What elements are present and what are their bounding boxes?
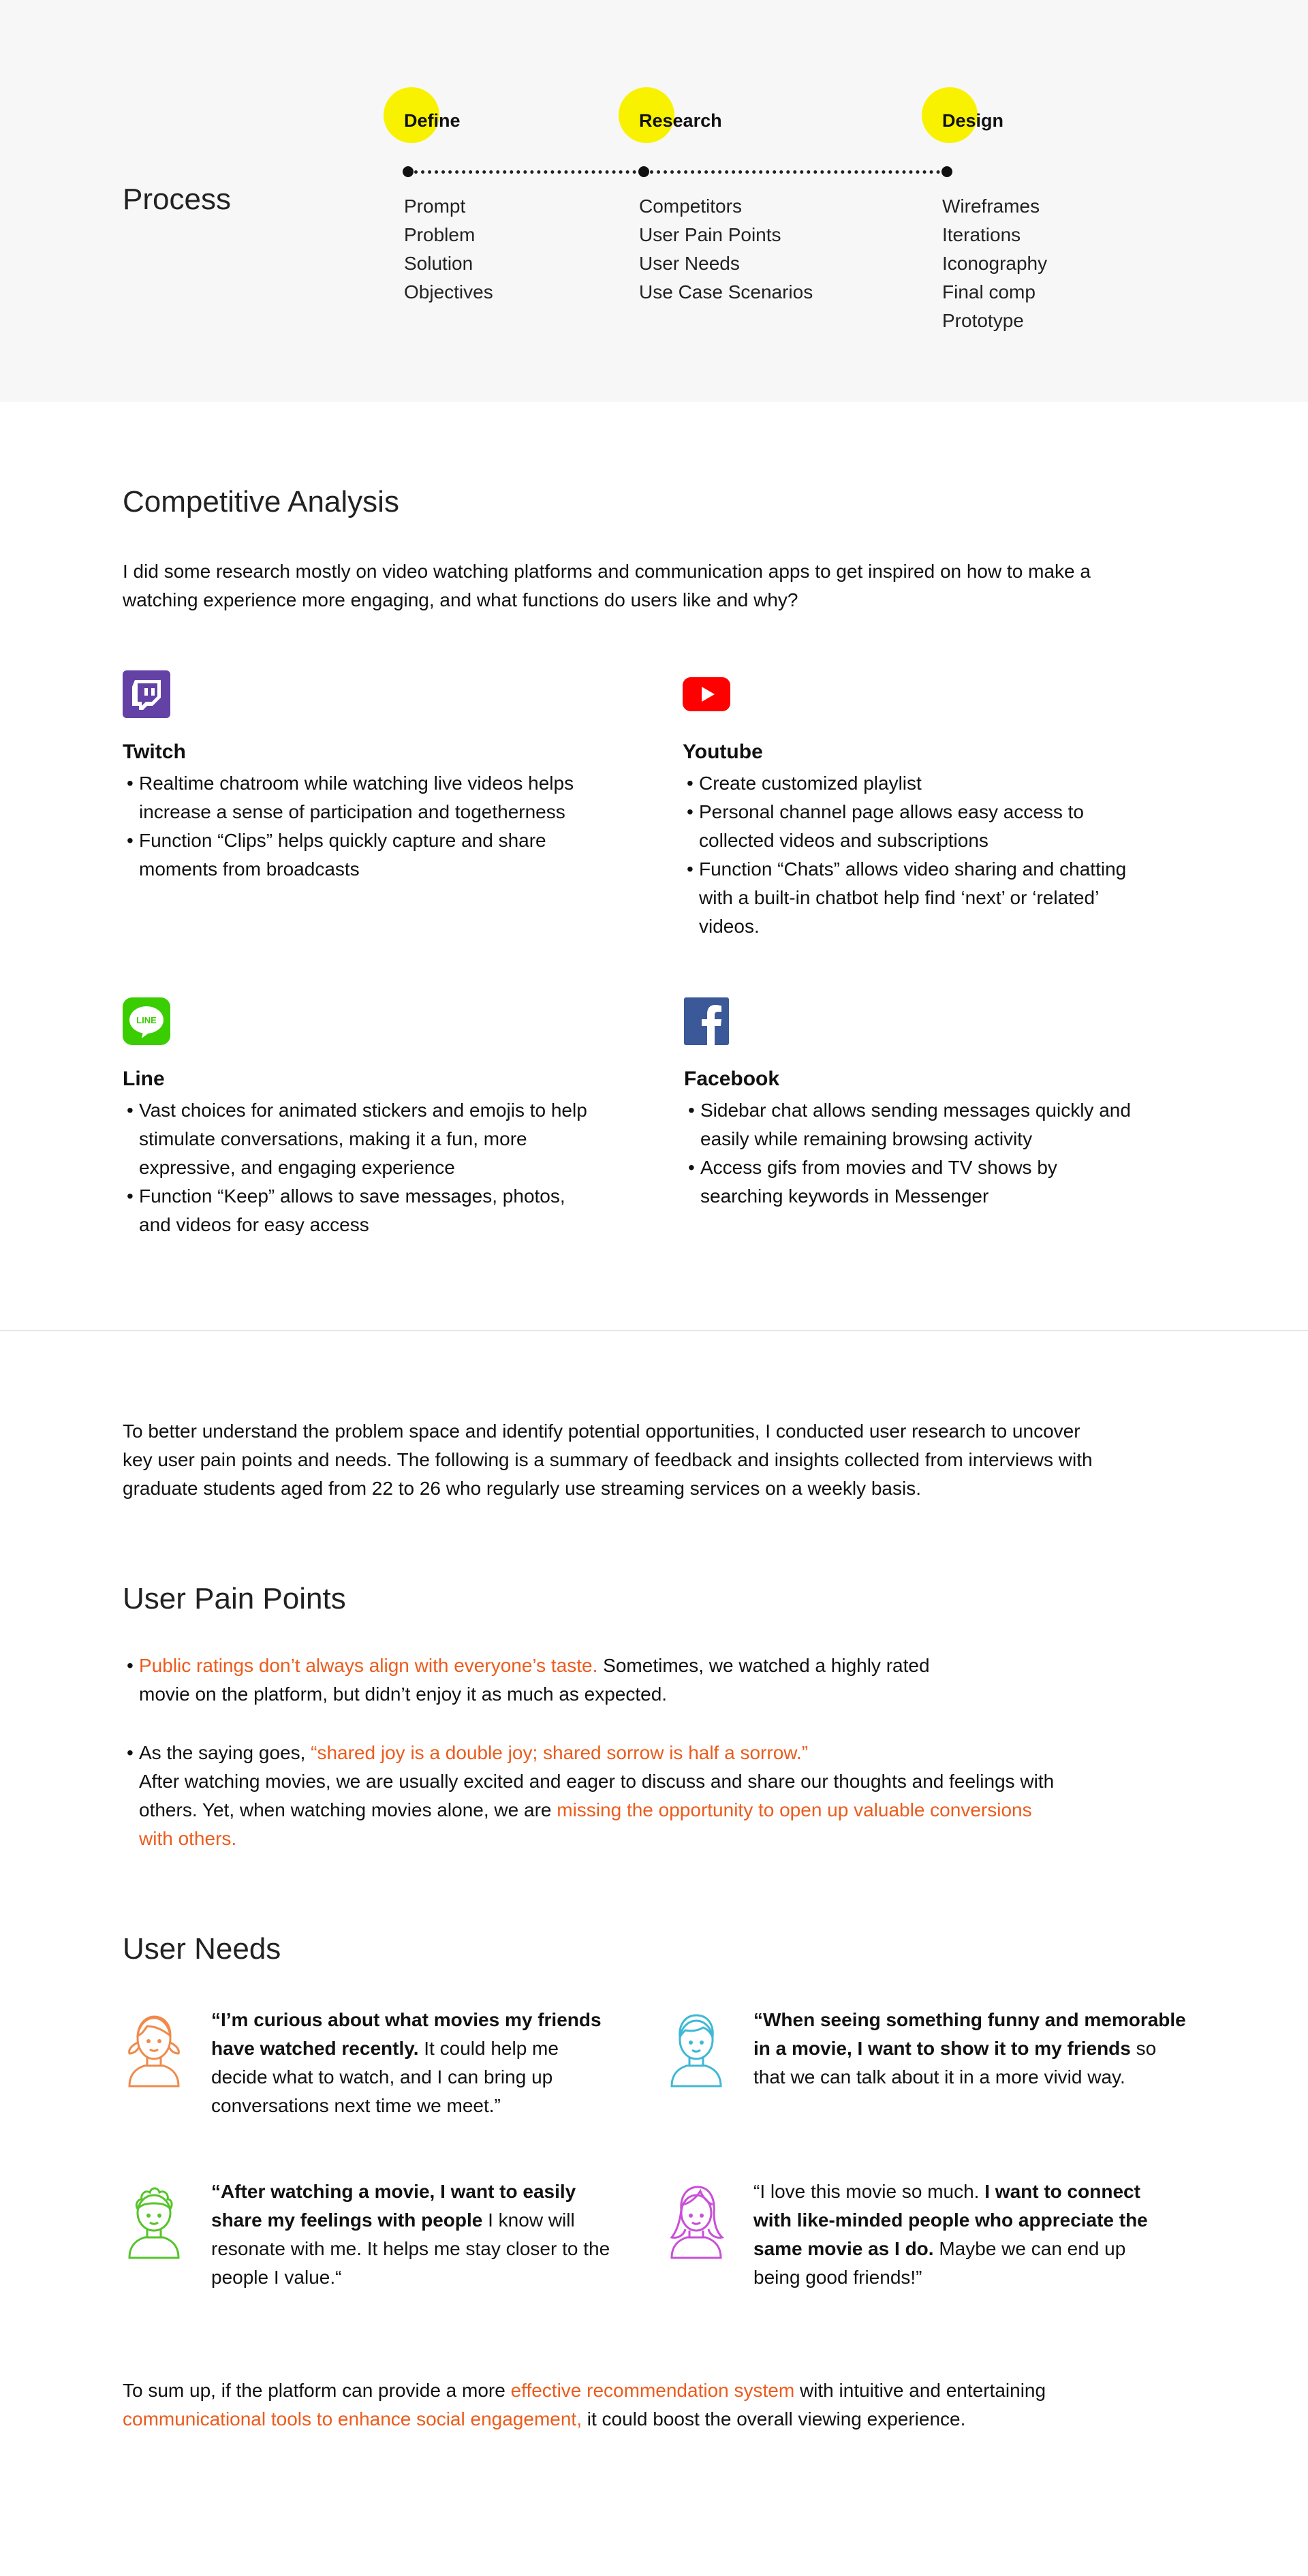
- competitor-points: [684, 1096, 1134, 1211]
- need-quote-rest: I know will resonate with me. It helps me stay closer to the people I value.“: [211, 2209, 610, 2288]
- phase-item: Solution: [404, 253, 473, 274]
- need-quote-pre: “I love this movie so much.: [753, 2181, 985, 2202]
- need-quote: [211, 2006, 620, 2120]
- boy-avatar-icon: [665, 2006, 728, 2088]
- need-quote-rest: It could help me decide what to watch, and I can bring up conversations next time we meet.”: [211, 2038, 559, 2116]
- pain-text: Sometimes, we watched a highly rated movie on the platform, but didn’t enjoy it as much as expected.: [139, 1655, 930, 1705]
- woman-avatar-icon: [665, 2177, 728, 2259]
- research-intro: To better understand the problem space and identify potential opportunities, I conducted user research to uncover key user pain points and needs. The following is a summary of feedback and insights collected from interviews with graduate students aged from 22 to 26 who regularly use streaming services on a weekly basis.: [123, 1421, 1093, 1499]
- need-quote-rest: Maybe we can end up being good friends!”: [753, 2238, 1126, 2288]
- competitor-points: [123, 1096, 593, 1239]
- pain-lead: As the saying goes,: [139, 1742, 311, 1763]
- need-quote-bold: “When seeing something funny and memorable in a movie, I want to show it to my friends: [753, 2009, 1186, 2059]
- competitor-point: • Function “Keep” allows to save messages, photos, and videos for easy access: [123, 1182, 593, 1239]
- twitch-icon: [123, 670, 170, 718]
- timeline-dot-research: [638, 166, 649, 177]
- pain-point-2: [123, 1739, 1063, 1853]
- pain-quote: “shared joy is a double joy; shared sorrow is half a sorrow.”: [311, 1742, 809, 1763]
- competitor-line: [123, 997, 593, 1239]
- competitor-name: Facebook: [684, 1068, 780, 1090]
- phase-label: Research: [639, 110, 722, 131]
- competitive-analysis-title: Competitive Analysis: [123, 485, 399, 518]
- phase-design-items: [942, 192, 1047, 335]
- phase-item: User Pain Points: [639, 224, 781, 245]
- phase-item: Iconography: [942, 253, 1048, 274]
- competitor-point: • Realtime chatroom while watching live videos helps increase a sense of participation and togetherness: [123, 769, 593, 826]
- svg-text:LINE: LINE: [136, 1015, 157, 1025]
- bullet: •: [127, 1742, 134, 1763]
- summary-paragraph: To sum up, if the platform can provide a more effective recommendation system with intuitive and entertaining communicational tools to enhance social engagement, it could boost the overall viewing experience.: [123, 2380, 1046, 2430]
- phase-item: Use Case Scenarios: [639, 281, 813, 302]
- process-title: Process: [123, 183, 231, 216]
- phase-item: Prompt: [404, 196, 466, 217]
- competitor-name: Line: [123, 1068, 165, 1090]
- competitor-point: • Function “Chats” allows video sharing and chatting with a built-in chatbot help find ‘next’ or ‘related’ videos.: [683, 855, 1132, 941]
- competitor-name: Twitch: [123, 741, 186, 763]
- pain-point-1: [123, 1651, 974, 1709]
- need-quote-bold: “I’m curious about what movies my friends have watched recently.: [211, 2009, 602, 2059]
- need-quote-rest: so that we can talk about it in a more vivid way.: [753, 2038, 1157, 2088]
- boy-curly-avatar-icon: [123, 2177, 185, 2259]
- youtube-icon: [683, 670, 730, 718]
- girl-avatar-icon: [123, 2006, 185, 2088]
- pain-text: After watching movies, we are usually excited and eager to discuss and share our thoughts and feelings with others. Yet, when watching movies alone, we are: [139, 1771, 1055, 1820]
- timeline-dot-design: [941, 166, 952, 177]
- need-quote: [753, 2177, 1176, 2292]
- need-quote: [211, 2177, 620, 2292]
- user-needs-title: User Needs: [123, 1932, 281, 1966]
- pain-highlight: missing the opportunity to open up valuable conversions with others.: [139, 1799, 1032, 1849]
- pain-points-title: User Pain Points: [123, 1582, 346, 1615]
- line-icon: [123, 997, 170, 1045]
- phase-item: Competitors: [639, 196, 742, 217]
- competitor-name: Youtube: [683, 741, 763, 763]
- phase-item: Prototype: [942, 310, 1024, 331]
- summary-highlight: communicational tools to enhance social engagement,: [123, 2408, 582, 2430]
- timeline-segment-2: [643, 170, 947, 174]
- competitor-points: [683, 769, 1132, 941]
- facebook-icon: [684, 997, 732, 1045]
- phase-item: Final comp: [942, 281, 1036, 302]
- competitor-point: • Create customized playlist: [683, 769, 1132, 798]
- timeline-dot-define: [403, 166, 414, 177]
- need-quote-bold: I want to connect with like-minded people who appreciate the same movie as I do.: [753, 2181, 1148, 2259]
- need-quote-bold: “After watching a movie, I want to easily share my feelings with people: [211, 2181, 576, 2231]
- timeline-segment-1: [407, 170, 643, 174]
- competitor-point: • Personal channel page allows easy access to collected videos and subscriptions: [683, 798, 1132, 855]
- pain-highlight: Public ratings don’t always align with everyone’s taste.: [139, 1655, 598, 1676]
- competitor-point: • Function “Clips” helps quickly capture and share moments from broadcasts: [123, 826, 593, 884]
- bullet: •: [127, 1655, 134, 1676]
- phase-item: Iterations: [942, 224, 1021, 245]
- need-quote: [753, 2006, 1189, 2092]
- process-section: [0, 0, 1308, 402]
- phase-item: Problem: [404, 224, 476, 245]
- summary-highlight: effective recommendation system: [510, 2380, 795, 2401]
- competitor-twitch: [123, 670, 593, 884]
- competitor-point: • Sidebar chat allows sending messages quickly and easily while remaining browsing activity: [684, 1096, 1134, 1153]
- competitive-intro: I did some research mostly on video watching platforms and communication apps to get inspired on how to make a watching experience more engaging, and what functions do users like and why?: [123, 561, 1091, 610]
- phase-item: Wireframes: [942, 196, 1040, 217]
- phase-item: Objectives: [404, 281, 493, 302]
- section-divider: [0, 1330, 1308, 1331]
- phase-define-items: [404, 192, 493, 307]
- competitor-facebook: [684, 997, 1134, 1211]
- competitor-points: [123, 769, 593, 884]
- competitor-youtube: [683, 670, 1132, 941]
- phase-label: Define: [404, 110, 461, 131]
- phase-label: Design: [942, 110, 1004, 131]
- phase-item: User Needs: [639, 253, 740, 274]
- competitor-point: • Vast choices for animated stickers and emojis to help stimulate conversations, making it a fun, more expressive, and engaging experience: [123, 1096, 593, 1182]
- phase-research-items: [639, 192, 813, 307]
- competitor-point: • Access gifs from movies and TV shows by searching keywords in Messenger: [684, 1153, 1134, 1211]
